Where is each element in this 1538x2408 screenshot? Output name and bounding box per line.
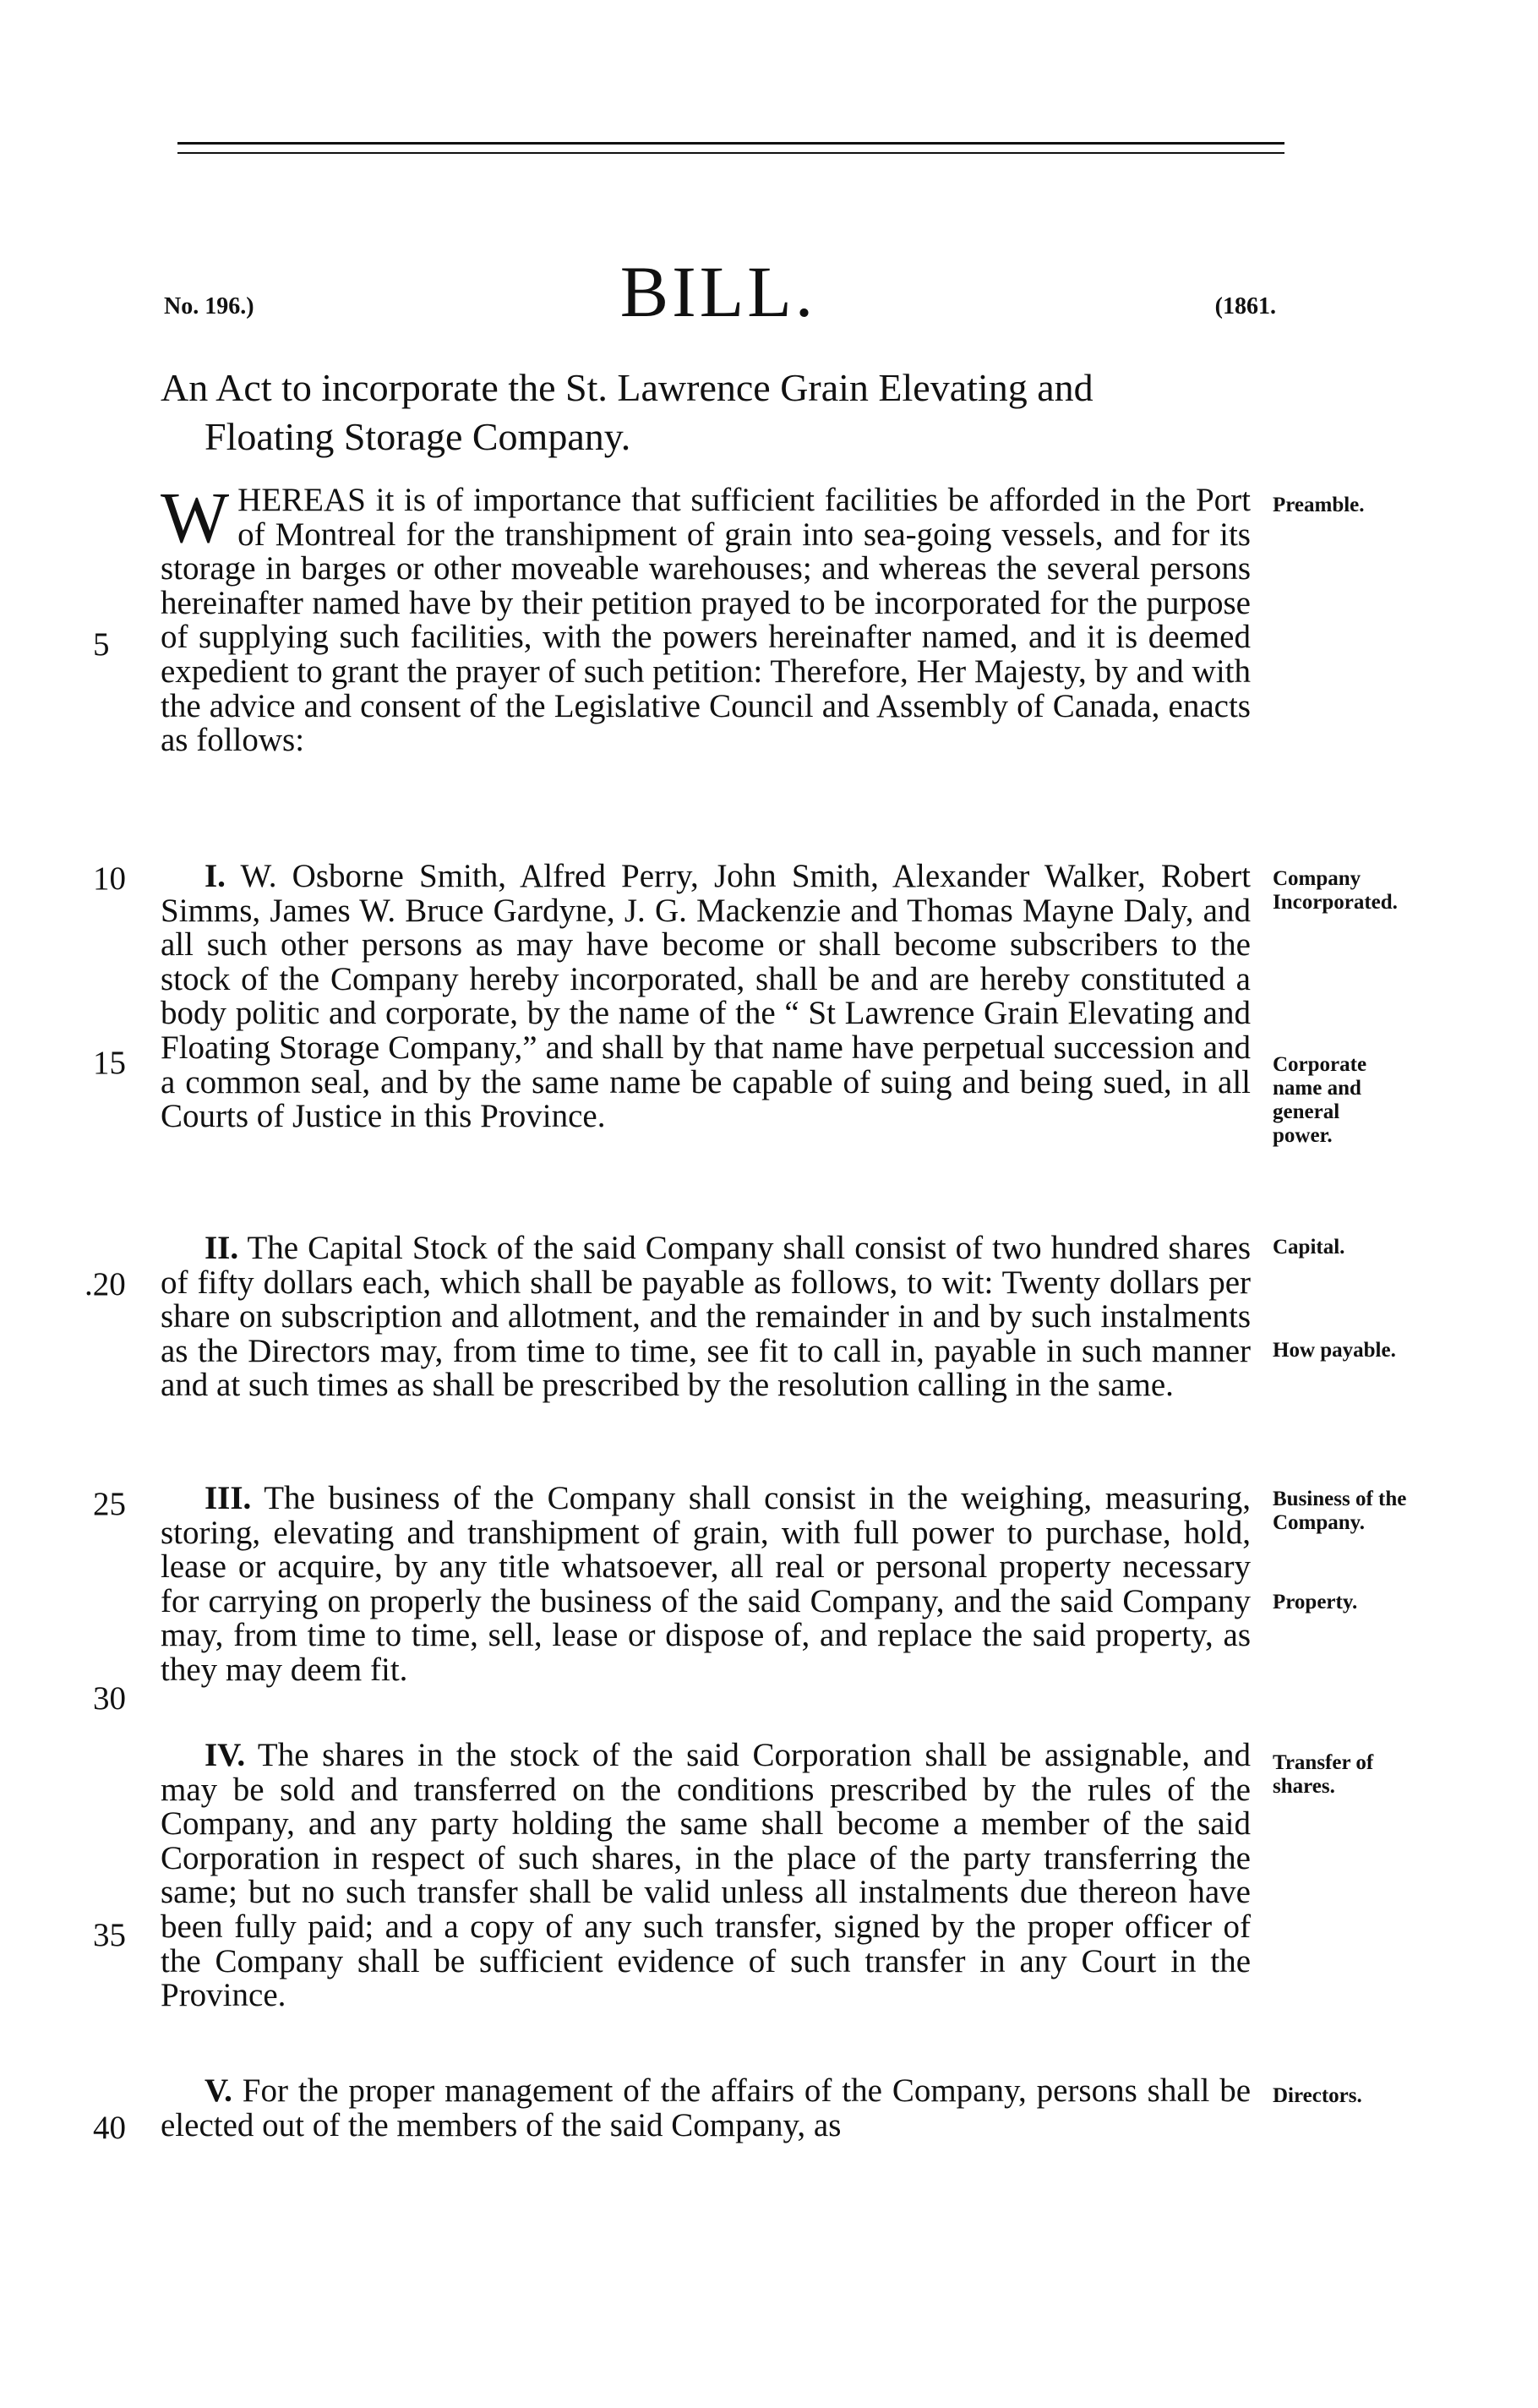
section-5 xyxy=(161,2074,1251,2143)
bill-number: No. 196.) xyxy=(164,293,254,319)
bill-header xyxy=(161,249,1276,334)
top-rule xyxy=(177,142,1284,145)
margin-note-transfer: Transfer of shares. xyxy=(1273,1751,1374,1798)
preamble-text: HEREAS it is of importance that sufficient facilities be afforded in the Port of Montreal for the transhipment of grain into sea-going vessels, and for its storage in barges or other moveable warehouses; and whereas the several persons hereinafter named have by their petition prayed to be incorporated for the purpose of supplying such facilities, with the powers hereinafter named, and it is deemed expedient to grant the prayer of such petition: Therefore, Her Majesty, by and with the advice and consent of the Legislative Council and Assembly of Canada, enacts as follows: xyxy=(161,482,1251,759)
act-title-line-1: An Act to incorporate the St. Lawrence Grain Elevating and xyxy=(161,366,1094,409)
section-number: IV. xyxy=(205,1737,246,1773)
line-number: 15 xyxy=(93,1045,126,1081)
preamble-paragraph xyxy=(161,477,1251,759)
section-text: For the proper management of the affairs of the Company, persons shall be elected out of the members of the said Company, as xyxy=(161,2072,1252,2143)
line-number: 25 xyxy=(93,1486,126,1522)
top-rule-thin xyxy=(177,152,1284,154)
margin-note-capital: Capital. xyxy=(1273,1236,1345,1259)
act-title xyxy=(161,363,1276,461)
bill-year: (1861. xyxy=(1214,293,1276,319)
margin-note-business: Business of the Company. xyxy=(1273,1488,1407,1534)
margin-note-incorporated: Company Incorporated. xyxy=(1273,867,1398,914)
drop-cap: W xyxy=(161,477,230,558)
margin-note-corporate-name: Corporate name and general power. xyxy=(1273,1053,1367,1147)
margin-note-directors: Directors. xyxy=(1273,2084,1362,2107)
section-text: The Capital Stock of the said Company shall consist of two hundred shares of fifty dollars each, which shall be payable as follows, to wit: Twenty dollars per share on subscription and allotment, and the remainder in and by such instalments as the Directors may, from time to time, see fit to call in, payable in such manner and at such times as shall be prescribed by the resolution calling in the same. xyxy=(161,1230,1251,1404)
section-text: The business of the Company shall consist in the weighing, measuring, storing, elevating and transhipment of grain, with full power to purchase, hold, lease or acquire, by any title whatsoever, all real or personal property necessary for carrying on properly the business of the said Company, and the said Company may, from time to time, sell, lease or dispose of, and replace the said property, as they may deem fit. xyxy=(161,1480,1251,1688)
section-number: II. xyxy=(205,1230,239,1266)
section-4 xyxy=(161,1739,1251,2013)
margin-note-preamble: Preamble. xyxy=(1273,494,1365,516)
section-text: The shares in the stock of the said Corporation shall be assignable, and may be sold and transferred on the conditions prescribed by the rules of the Company, and any party holding the same shall become a member of the said Corporation in respect of such shares, in the place of the party transferring the same; but no such transfer shall be valid unless all instalments due thereon have been fully paid; and a copy of any such transfer, signed by the proper officer of the Company shall be sufficient evidence of such transfer in any Court in the Province. xyxy=(161,1737,1252,2014)
line-number: 30 xyxy=(93,1680,126,1717)
section-number: I. xyxy=(205,858,226,894)
line-number: 40 xyxy=(93,2110,126,2146)
section-3 xyxy=(161,1482,1251,1688)
margin-note-how-payable: How payable. xyxy=(1273,1339,1396,1362)
section-text: W. Osborne Smith, Alfred Perry, John Smith, Alexander Walker, Robert Simms, James W. Bruce Gardyne, J. G. Mackenzie and Thomas Mayne Daly, and all such other persons as may have become or shall become subscribers to the stock of the Company hereby incorporated, shall be and are hereby constituted a body politic and corporate, by the name of the “ St Lawrence Grain Elevating and Floating Storage Company,” and shall by that name have perpetual succession and a common seal, and by the same name be capable of suing and being sued, in all Courts of Justice in this Province. xyxy=(161,858,1252,1135)
line-number: 35 xyxy=(93,1917,126,1953)
section-1 xyxy=(161,860,1251,1134)
section-2 xyxy=(161,1231,1251,1403)
line-number: 10 xyxy=(93,860,126,897)
line-number: .20 xyxy=(85,1266,126,1302)
bill-heading: BILL. xyxy=(619,251,817,332)
act-title-line-2: Floating Storage Company. xyxy=(205,415,631,458)
margin-note-property: Property. xyxy=(1273,1591,1358,1614)
line-number: 5 xyxy=(93,626,110,663)
section-number: V. xyxy=(205,2072,232,2109)
section-number: III. xyxy=(205,1480,252,1516)
